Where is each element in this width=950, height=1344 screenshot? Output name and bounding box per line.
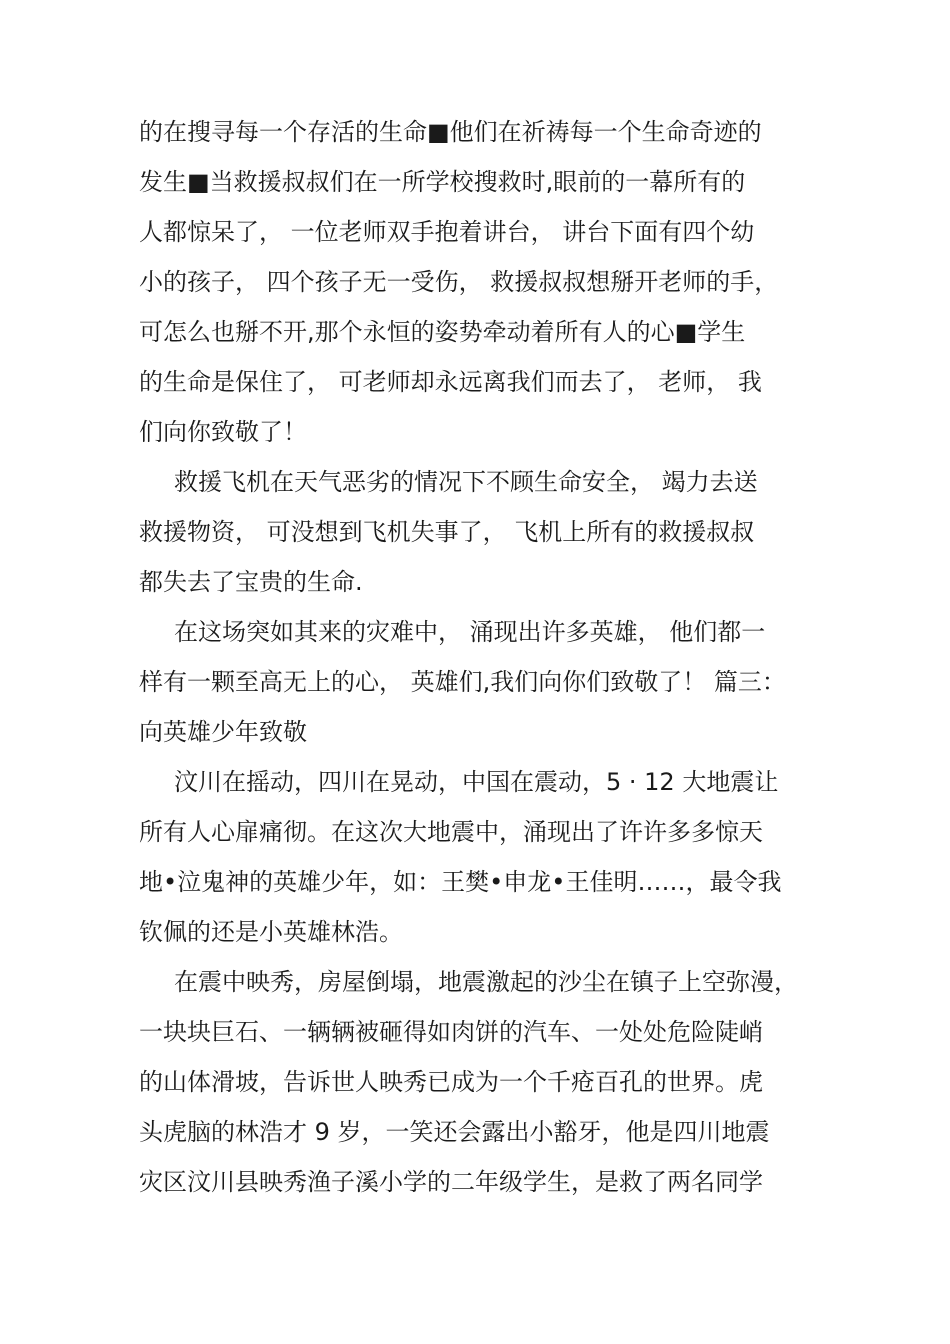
text-line: 的山体滑坡，告诉世人映秀已成为一个千疮百孔的世界。虎: [139, 1068, 763, 1096]
text-line: 头虎脑的林浩才 9 岁，一笑还会露出小豁牙，他是四川地震: [139, 1118, 770, 1146]
text-line: 地•泣鬼神的英雄少年，如：王樊•申龙•王佳明……，最令我: [139, 868, 782, 896]
paragraph-start-line: 在震中映秀，房屋倒塌，地震激起的沙尘在镇子上空弥漫，: [174, 968, 798, 996]
text-line: 救援物资， 可没想到飞机失事了， 飞机上所有的救援叔叔: [139, 518, 755, 546]
paragraph-start-line: 救援飞机在天气恶劣的情况下不顾生命安全， 竭力去送: [174, 468, 758, 496]
paragraph-start-line: 汶川在摇动，四川在晃动，中国在震动，5 · 12 大地震让: [174, 768, 779, 796]
text-line: 发生■当救援叔叔们在一所学校搜救时,眼前的一幕所有的: [139, 168, 746, 196]
text-line: 样有一颗至高无上的心， 英雄们,我们向你们致敬了！ 篇三：: [139, 668, 786, 696]
text-line: 人都惊呆了， 一位老师双手抱着讲台， 讲台下面有四个幼: [139, 218, 755, 246]
text-line: 钦佩的还是小英雄林浩。: [139, 918, 403, 946]
text-line: 灾区汶川县映秀渔子溪小学的二年级学生，是救了两名同学: [139, 1168, 763, 1196]
text-line: 的生命是保住了， 可老师却永远离我们而去了， 老师， 我: [139, 368, 762, 396]
paragraph-start-line: 在这场突如其来的灾难中， 涌现出许多英雄， 他们都一: [174, 618, 766, 646]
text-line: 一块块巨石、一辆辆被砸得如肉饼的汽车、一处处危险陡峭: [139, 1018, 763, 1046]
text-line: 可怎么也掰不开,那个永恒的姿势牵动着所有人的心■学生: [139, 318, 746, 346]
text-line: 们向你致敬了！: [139, 418, 307, 446]
text-line: 小的孩子， 四个孩子无一受伤， 救援叔叔想掰开老师的手，: [139, 268, 779, 296]
text-line: 的在搜寻每一个存活的生命■他们在祈祷每一个生命奇迹的: [139, 118, 762, 146]
section-title: 向英雄少年致敬: [139, 718, 307, 746]
text-line: 都失去了宝贵的生命.: [139, 568, 363, 596]
text-line: 所有人心扉痛彻。在这次大地震中，涌现出了许许多多惊天: [139, 818, 763, 846]
